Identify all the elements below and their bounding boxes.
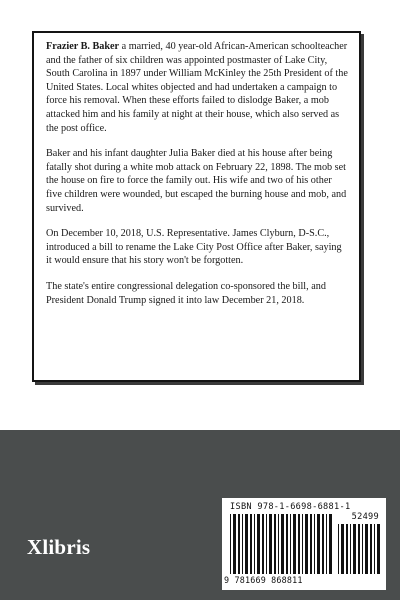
synopsis-paragraph-2: Baker and his infant daughter Julia Baker died at his house after being fatally shot during a white mob attack on February 22, 1898. The mob set the house on fire to force the family out. His wife and two of his other five children were wounded, but escaped the burning house and mob, and survived. — [46, 148, 347, 214]
addon-bars — [338, 524, 380, 576]
barcode-bar — [278, 514, 279, 574]
barcode-bar — [317, 514, 320, 574]
barcode-bar — [298, 514, 300, 574]
barcode-bar — [262, 514, 264, 574]
barcode-bar — [370, 524, 372, 574]
barcode-bar — [281, 514, 284, 574]
synopsis-paragraph-3: On December 10, 2018, U.S. Representative. James Clyburn, D-S.C., introduced a bill to rename the Lake City Post Office after Baker, saying it would ensure that his story won't be forgotten. — [46, 228, 342, 267]
barcode-bar — [245, 514, 248, 574]
barcode-bar — [274, 514, 276, 574]
barcode-bar — [341, 524, 344, 574]
publisher-logo: Xlibris — [27, 535, 91, 559]
barcode-bar — [250, 514, 252, 574]
barcode-bar — [322, 514, 324, 574]
barcode-bar — [242, 514, 243, 574]
barcode-bar — [350, 524, 351, 574]
barcode-bar — [302, 514, 303, 574]
price-code: 52499 — [351, 512, 379, 522]
paragraph-1-text: a married, 40 year-old African-American schoolteacher and the father of six children was appointed postmaster of Lake City, South Carolina in 1897 under William McKinley the 25th President of the United States. Local whites objected and had undertaken a campaign to force his removal. When these efforts failed to dislodge Baker, a mob attacked him and his family at night at their house, which also served as the post office. — [46, 41, 348, 134]
barcode-bar — [314, 514, 315, 574]
barcode-bar — [238, 514, 240, 574]
barcode-bar — [269, 514, 272, 574]
synopsis-paragraph-4: The state's entire congressional delegation co-sponsored the bill, and President Donald Trump signed it into law December 21, 2018. — [46, 280, 326, 306]
barcode-bar — [362, 524, 363, 574]
barcode-bar — [377, 524, 380, 574]
barcode-bar — [266, 514, 267, 574]
isbn-barcode — [222, 498, 386, 590]
synopsis-box — [32, 31, 361, 382]
barcode-bar — [329, 514, 332, 574]
barcode-bar — [365, 524, 368, 574]
barcode-bar — [358, 524, 360, 574]
ean-bars — [230, 514, 334, 578]
barcode-bar — [257, 514, 260, 574]
barcode-bar — [286, 514, 288, 574]
barcode-digits: 9 781669 868811 — [224, 575, 303, 585]
barcode-bar — [353, 524, 356, 574]
subject-name: Frazier B. Baker — [46, 41, 120, 52]
isbn-label: ISBN 978-1-6698-6881-1 — [230, 502, 351, 512]
barcode-bar — [293, 514, 296, 574]
barcode-bar — [346, 524, 348, 574]
barcode-bar — [338, 524, 339, 574]
barcode-bar — [326, 514, 327, 574]
barcode-bar — [305, 514, 308, 574]
barcode-bar — [233, 514, 236, 574]
synopsis-paragraph-1 — [46, 40, 348, 135]
barcode-bar — [374, 524, 375, 574]
barcode-bar — [230, 514, 231, 574]
barcode-bar — [290, 514, 291, 574]
barcode-bar — [254, 514, 255, 574]
barcode-bar — [310, 514, 312, 574]
